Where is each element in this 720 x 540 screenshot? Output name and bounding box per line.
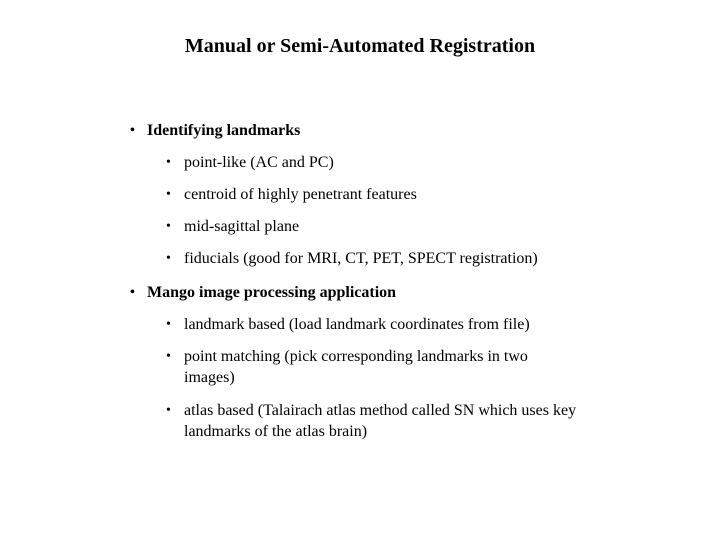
sub-bullet-fiducials <box>166 248 586 269</box>
bullet-dot-icon: • <box>166 251 171 266</box>
bullet-dot-icon: • <box>166 317 171 332</box>
sub-bullet-text: point matching (pick corresponding landmarks in two images) <box>184 348 528 386</box>
bullet-dot-icon: • <box>166 187 171 202</box>
sub-bullet-centroid <box>166 184 586 205</box>
bullet-dot-icon: • <box>130 285 135 300</box>
sub-bullet-text: fiducials (good for MRI, CT, PET, SPECT registration) <box>184 250 538 267</box>
section-heading: Mango image processing application <box>147 284 397 301</box>
bullet-dot-icon: • <box>166 349 171 364</box>
section-heading: Identifying landmarks <box>147 122 301 139</box>
bullet-dot-icon: • <box>166 403 171 418</box>
sub-bullet-text: centroid of highly penetrant features <box>184 186 417 203</box>
sub-bullet-atlas-based <box>166 400 586 442</box>
sub-bullet-text: mid-sagittal plane <box>184 218 300 235</box>
bullet-dot-icon: • <box>166 219 171 234</box>
sub-bullet-text: point-like (AC and PC) <box>184 154 334 171</box>
bullet-identifying-landmarks <box>130 120 630 141</box>
sub-bullet-mid-sagittal <box>166 216 586 237</box>
sub-bullet-point-matching <box>166 346 566 388</box>
slide-title: Manual or Semi-Automated Registration <box>184 35 536 57</box>
bullet-dot-icon: • <box>166 155 171 170</box>
sub-bullet-text: landmark based (load landmark coordinates from file) <box>184 316 530 333</box>
bullet-mango-application <box>130 282 630 303</box>
sub-bullet-point-like <box>166 152 586 173</box>
sub-bullet-text: atlas based (Talairach atlas method called SN which uses key landmarks of the atlas brain) <box>184 402 577 440</box>
sub-bullet-landmark-based <box>166 314 586 335</box>
bullet-dot-icon: • <box>130 123 135 138</box>
